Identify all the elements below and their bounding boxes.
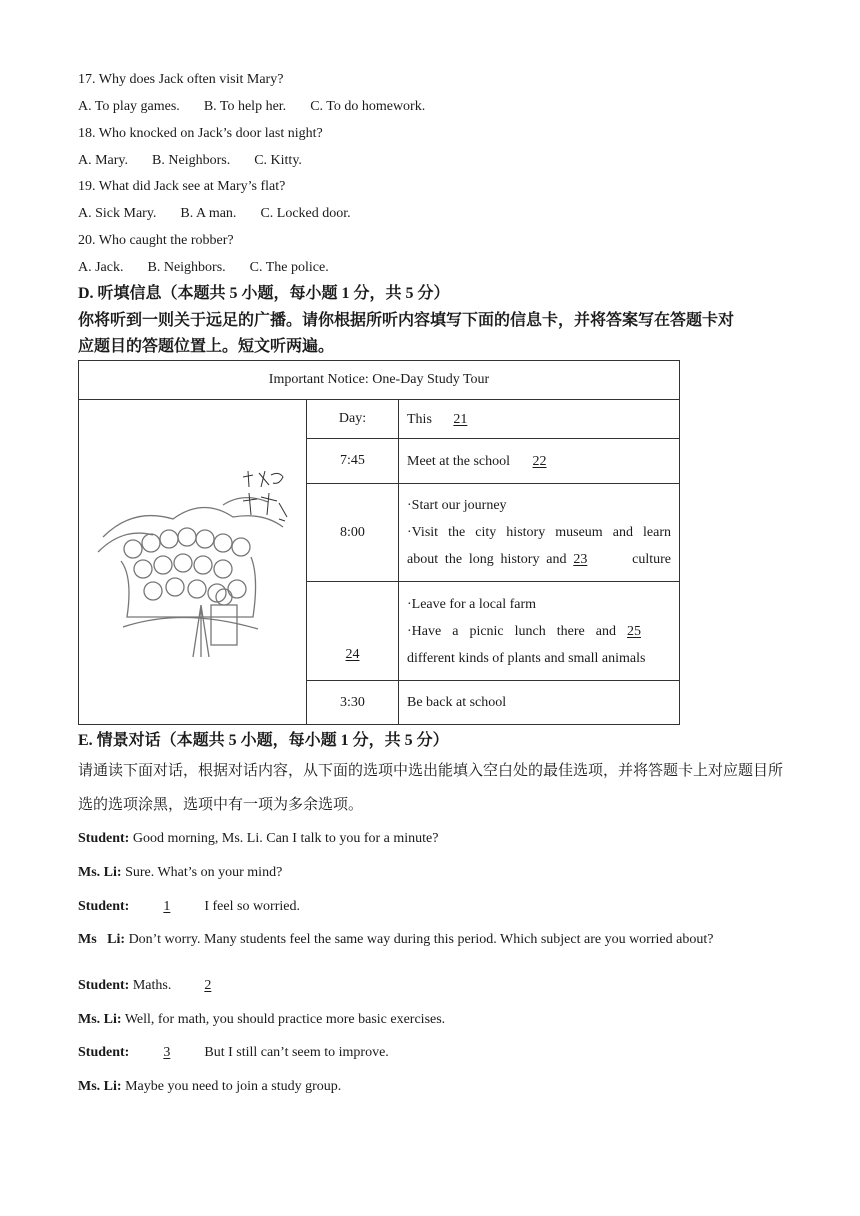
options-18: [78, 152, 302, 170]
dialogue-line: [78, 898, 300, 916]
utterance: But I still can’t seem to improve.: [204, 1045, 389, 1060]
utterance: Well, for math, you should practice more basic exercises.: [124, 1012, 446, 1027]
blank-1[interactable]: 1: [163, 899, 171, 914]
option-b: B. A man.: [180, 206, 237, 221]
speaker: Ms. Li:: [78, 1012, 122, 1027]
speaker: Student:: [78, 831, 130, 846]
dialogue-line: [78, 977, 241, 995]
photo-cell: [79, 400, 307, 725]
detail-330: Be back at school: [399, 681, 680, 725]
utterance: Maybe you need to join a study group.: [125, 1079, 342, 1094]
section-d-heading: D. 听填信息（本题共 5 小题，每小题 1 分，共 5 分）: [78, 285, 450, 302]
question-18: 18. Who knocked on Jack’s door last night?: [78, 126, 323, 141]
detail-text: about the long history and: [407, 552, 567, 567]
blank-23[interactable]: 23: [573, 552, 588, 567]
detail-line: different kinds of plants and small animals: [407, 650, 646, 666]
group-photo-sketch: [93, 457, 293, 667]
option-b: B. Neighbors.: [147, 260, 226, 275]
dialogue-line: [78, 864, 282, 882]
options-17: [78, 98, 425, 116]
detail-line: ·Start our journey: [407, 498, 507, 513]
time-day: Day:: [307, 400, 399, 439]
option-a: A. Jack.: [78, 260, 124, 275]
detail-text: ·Have a picnic lunch there and: [407, 623, 616, 639]
option-a: A. Mary.: [78, 153, 129, 168]
dialogue-line: [78, 1044, 389, 1062]
speaker: Ms Li:: [78, 932, 126, 947]
options-19: [78, 205, 351, 223]
time-745: 7:45: [307, 439, 399, 484]
option-c: C. To do homework.: [310, 99, 426, 114]
dialogue-line: [78, 1078, 341, 1096]
option-b: B. Neighbors.: [152, 153, 231, 168]
section-d-instruction-2: 应题目的答题位置上。短文听两遍。: [78, 338, 335, 355]
detail-day: [399, 400, 680, 439]
options-20: [78, 259, 329, 277]
detail-line: [407, 546, 671, 573]
option-c: C. The police.: [249, 260, 329, 275]
blank-25[interactable]: 25: [627, 623, 641, 639]
detail-line: ·Visit the city history museum and learn: [407, 525, 671, 540]
speaker: Ms. Li:: [78, 1079, 122, 1094]
notice-table: [78, 360, 680, 725]
section-e-instruction-1: 请通读下面对话，根据对话内容，从下面的选项中选出能填入空白处的最佳选项，并将答题卡上对应题目所: [78, 763, 784, 779]
time-24: [307, 582, 399, 681]
speaker: Student:: [78, 978, 130, 993]
question-17: 17. Why does Jack often visit Mary?: [78, 72, 284, 87]
speaker: Ms. Li:: [78, 865, 122, 880]
question-20: 20. Who caught the robber?: [78, 233, 234, 248]
utterance: Don’t worry. Many students feel the same way during this period. Which subject are you worried about?: [128, 932, 714, 947]
section-e-heading: E. 情景对话（本题共 5 小题，每小题 1 分，共 5 分）: [78, 732, 449, 749]
option-c: C. Kitty.: [254, 153, 302, 168]
option-b: B. To help her.: [203, 99, 287, 114]
time-800: 8:00: [307, 484, 399, 582]
blank-3[interactable]: 3: [163, 1045, 171, 1060]
utterance: Sure. What’s on your mind?: [125, 865, 283, 880]
blank-21[interactable]: 21: [453, 411, 468, 427]
blank-24[interactable]: 24: [345, 647, 360, 662]
detail-text: This: [407, 411, 432, 427]
detail-line: [407, 618, 671, 645]
section-e-instruction-2: 选的选项涂黑，选项中有一项为多余选项。: [78, 797, 364, 813]
detail-24: [399, 582, 680, 681]
detail-800: [399, 484, 680, 582]
speaker: Student:: [78, 899, 130, 914]
detail-text: culture: [632, 552, 672, 567]
option-a: A. To play games.: [78, 99, 180, 114]
dialogue-line: [78, 931, 713, 949]
blank-22[interactable]: 22: [532, 453, 547, 469]
question-19: 19. What did Jack see at Mary’s flat?: [78, 179, 286, 194]
time-330: 3:30: [307, 681, 399, 725]
section-d-instruction-1: 你将听到一则关于远足的广播。请你根据所听内容填写下面的信息卡，并将答案写在答题卡对: [78, 312, 735, 329]
option-a: A. Sick Mary.: [78, 206, 157, 221]
blank-2[interactable]: 2: [204, 978, 212, 993]
notice-title: Important Notice: One-Day Study Tour: [79, 361, 680, 400]
detail-745: [399, 439, 680, 484]
option-c: C. Locked door.: [260, 206, 351, 221]
dialogue-line: [78, 1011, 445, 1029]
detail-line: ·Leave for a local farm: [407, 596, 537, 612]
utterance: I feel so worried.: [204, 899, 300, 914]
utterance: Good morning, Ms. Li. Can I talk to you for a minute?: [132, 831, 439, 846]
detail-text: Meet at the school: [407, 453, 511, 469]
dialogue-line: [78, 830, 438, 848]
speaker: Student:: [78, 1045, 130, 1060]
utterance: Maths.: [132, 978, 172, 993]
